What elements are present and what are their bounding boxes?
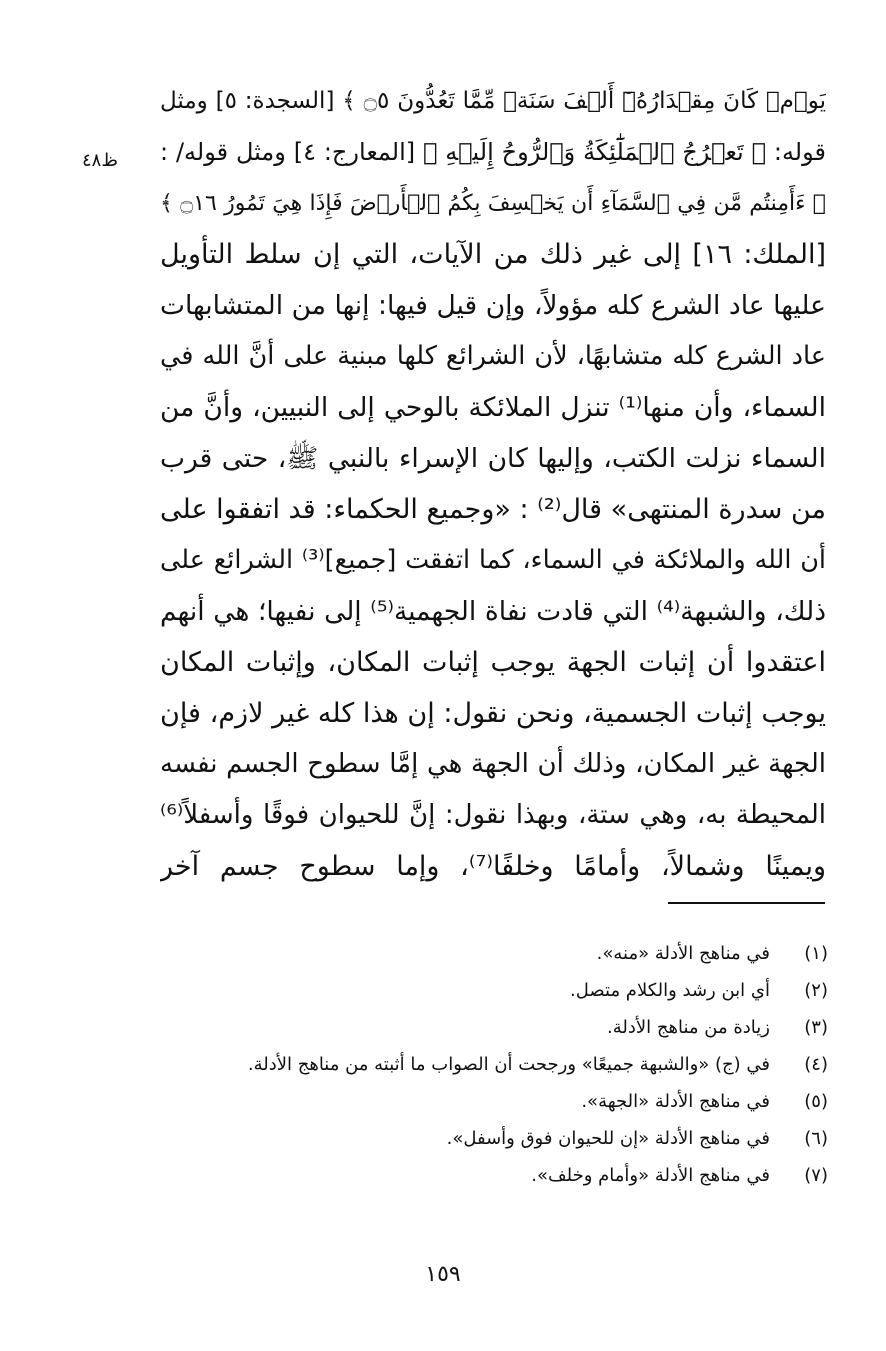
body-line: من سدرة المنتهى» قال⁽²⁾ : «وجميع الحكماء: قد اتفقوا على [160, 494, 826, 525]
body-line: الجهة غير المكان، وذلك أن الجهة هي إمَّا سطوح الجسم نفسه [160, 749, 826, 779]
footnote-number: (٤) [804, 1054, 828, 1075]
body-line: يَوۡمٖ كَانَ مِقۡدَارُهُۥٓ أَلۡفَ سَنَةٖ مِّمَّا تَعُدُّونَ ۝٥ ﴾ [السجدة: ٥] ومثل [160, 88, 826, 114]
footnote-number: (١) [804, 943, 828, 964]
body-line: اعتقدوا أن إثبات الجهة يوجب إثبات المكان، وإثبات المكان [160, 647, 826, 678]
footnote-text: أي ابن رشد والكلام متصل. [570, 980, 770, 1001]
body-line: السماء نزلت الكتب، وإليها كان الإسراء بالنبي ﷺ، حتى قرب [160, 443, 826, 474]
manuscript-folio-marker: ظ٤٨ [82, 150, 118, 171]
body-line: ويمينًا وشمالاً، وأمامًا وخلفًا⁽⁷⁾، وإما سطوح جسم آخر [160, 851, 826, 882]
body-line: السماء، وأن منها⁽¹⁾ تنزل الملائكة بالوحي إلى النبيين، وأنَّ من [160, 392, 826, 423]
footnote-item [128, 1046, 828, 1083]
body-text [160, 76, 826, 892]
footnote-text: في مناهج الأدلة «منه». [596, 943, 770, 964]
footnote-number: (٢) [804, 980, 828, 1001]
footnote-item [128, 1009, 828, 1046]
footnotes [128, 935, 828, 1194]
footnote-item [128, 1157, 828, 1194]
footnote-text: في (ج) «والشبهة جميعًا» ورجحت أن الصواب ما أثبته من مناهج الأدلة. [247, 1054, 770, 1075]
body-line: [الملك: ١٦] إلى غير ذلك من الآيات، التي إن سلط التأويل [160, 239, 826, 270]
page-number: ١٥٩ [425, 1262, 461, 1287]
body-line: عاد الشرع كله متشابهًا، لأن الشرائع كلها مبنية على أنَّ الله في [160, 341, 826, 371]
body-line: المحيطة به، وهي ستة، وبهذا نقول: إنَّ للحيوان فوقًا وأسفلاً⁽⁶⁾ [160, 800, 826, 830]
footnote-text: زيادة من مناهج الأدلة. [607, 1017, 770, 1038]
footnote-item [128, 1083, 828, 1120]
footnote-number: (٣) [804, 1017, 828, 1038]
footnote-item [128, 1120, 828, 1157]
footnote-separator [668, 902, 825, 904]
footnote-text: في مناهج الأدلة «إن للحيوان فوق وأسفل». [446, 1128, 770, 1149]
body-line: يوجب إثبات الجسمية، ونحن نقول: إن هذا كله غير لازم، فإن [160, 698, 826, 729]
body-line: ذلك، والشبهة⁽⁴⁾ التي قادت نفاة الجهمية⁽⁵⁾ إلى نفيها؛ هي أنهم [160, 596, 826, 627]
footnote-text: في مناهج الأدلة «وأمام وخلف». [531, 1165, 770, 1186]
footnote-number: (٧) [804, 1165, 828, 1186]
body-line: أن الله والملائكة في السماء، كما اتفقت [جميع]⁽³⁾ الشرائع على [160, 545, 826, 575]
footnote-item [128, 935, 828, 972]
body-line: قوله: ﴿ تَعۡرُجُ ٱلۡمَلَٰٓئِكَةُ وَٱلرُّوحُ إِلَيۡهِ ﴾ [المعارج: ٤] ومثل قوله/ : [160, 138, 826, 166]
footnote-item [128, 972, 828, 1009]
footnote-number: (٦) [804, 1128, 828, 1149]
body-line: عليها عاد الشرع كله مؤولاً، وإن قيل فيها: إنها من المتشابهات [160, 290, 826, 321]
footnote-text: في مناهج الأدلة «الجهة». [581, 1091, 770, 1112]
footnote-number: (٥) [804, 1091, 828, 1112]
body-line: ﴿ ءَأَمِنتُم مَّن فِي ٱلسَّمَآءِ أَن يَخۡسِفَ بِكُمُ ٱلۡأَرۡضَ فَإِذَا هِيَ تَمُورُ ۝١٦ ﴾ [160, 191, 826, 216]
